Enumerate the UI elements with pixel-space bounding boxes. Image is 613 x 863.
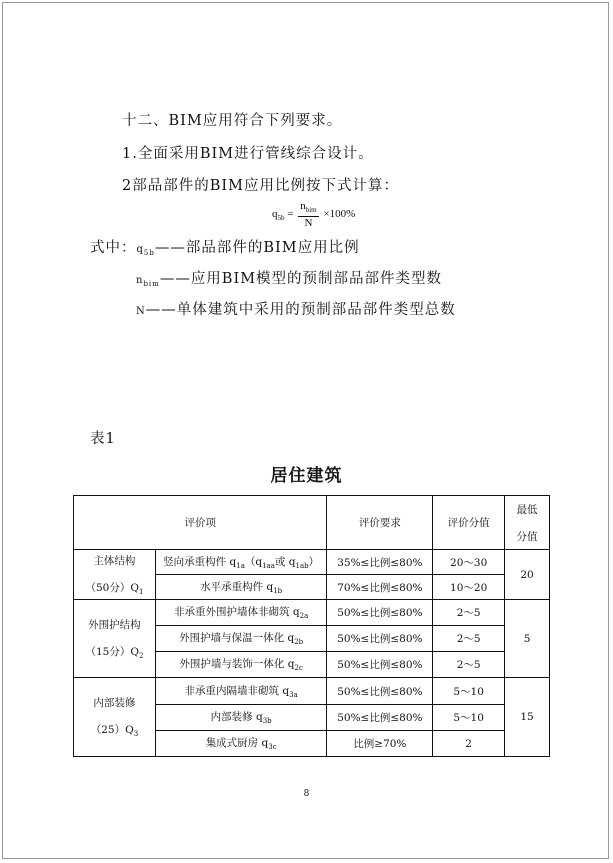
table-row-item: 非承重外围护墙体非砌筑 $q_{2a}$ (155, 600, 327, 626)
table-row-requirement: 35%≤比例≤80% (327, 550, 433, 575)
table-label: 表1 (90, 431, 116, 447)
table-row-requirement: 50%≤比例≤80% (327, 626, 433, 652)
table-row-score: 10～20 (433, 575, 505, 600)
table-row-requirement: 比例≥70% (327, 731, 433, 757)
table-row-score: 5～10 (433, 705, 505, 731)
clause-12-item-2: 2部品部件的BIM应用比例按下式计算： (122, 178, 399, 194)
table-title: 居住建筑 (270, 466, 343, 486)
group-main-structure: 主体结构 （50分）$Q_1$ (74, 550, 156, 600)
table-row-item: 外围护墙与保温一体化 $q_{2b}$ (155, 626, 327, 652)
table-row-item: 水平承重构件 $q_{1b}$ (155, 575, 327, 600)
table-row-score: 2～5 (433, 652, 505, 678)
table-row-score: 2～5 (433, 600, 505, 626)
group-envelope: 外围护结构 （15分）$Q_2$ (74, 600, 156, 678)
header-item: 评价项 (74, 496, 327, 550)
group-min-score: 15 (505, 678, 550, 757)
table-row-item: 竖向承重构件 $q_{1a}(q_{1aa}$或 $q_{1ab}$） (155, 550, 327, 575)
table-row-requirement: 50%≤比例≤80% (327, 600, 433, 626)
evaluation-table (73, 495, 550, 757)
table-row-item: 内部装修 $q_{3b}$ (155, 705, 327, 731)
formula-tail: ×100% (323, 208, 356, 221)
table-row-requirement: 50%≤比例≤80% (327, 652, 433, 678)
table-row-item: 非承重内隔墙非砌筑 $q_{3a}$ (155, 678, 327, 705)
group-min-score: 20 (505, 550, 550, 600)
header-score: 评价分值 (433, 496, 505, 550)
table-row-requirement: 50%≤比例≤80% (327, 678, 433, 705)
table-row-item: 集成式厨房 $q_{3c}$ (155, 731, 327, 757)
definition-n: N——单体建筑中采用的预制部品部件类型总数 (136, 302, 456, 318)
group-min-score: 5 (505, 600, 550, 678)
definition-nbim: $n_{bim}——$应用BIM模型的预制部品部件类型数 (136, 271, 443, 288)
table-row-requirement: 50%≤比例≤80% (327, 705, 433, 731)
table-row-score: 5～10 (433, 678, 505, 705)
table-row-score: 2～5 (433, 626, 505, 652)
page-number: 8 (303, 789, 310, 799)
table-row-score: 20～30 (433, 550, 505, 575)
header-min-score: 最低 分值 (505, 496, 550, 550)
group-interior-finish: 内部装修 $(25)Q_3$ (74, 678, 156, 757)
bim-ratio-formula: $q_{5b}$ = $\frac{n_{bim}}{N}$ ×100% (272, 200, 356, 230)
table-row-requirement: 70%≤比例≤80% (327, 575, 433, 600)
header-requirement: 评价要求 (327, 496, 433, 550)
table-row-score: 2 (433, 731, 505, 757)
clause-12-heading: 十二、BIM应用符合下列要求。 (122, 113, 343, 129)
definition-q5b: 式中：$q_{5b}——$部品部件的BIM应用比例 (90, 240, 360, 257)
table-row-item: 外围护墙与装饰一体化 $q_{2c}$ (155, 652, 327, 678)
formula-fraction: $\frac{n_{bim}}{N}$ (300, 200, 317, 230)
clause-12-item-1: 1.全面采用BIM进行管线综合设计。 (122, 146, 374, 162)
formula-lhs: $q_{5b}$ (272, 208, 285, 223)
